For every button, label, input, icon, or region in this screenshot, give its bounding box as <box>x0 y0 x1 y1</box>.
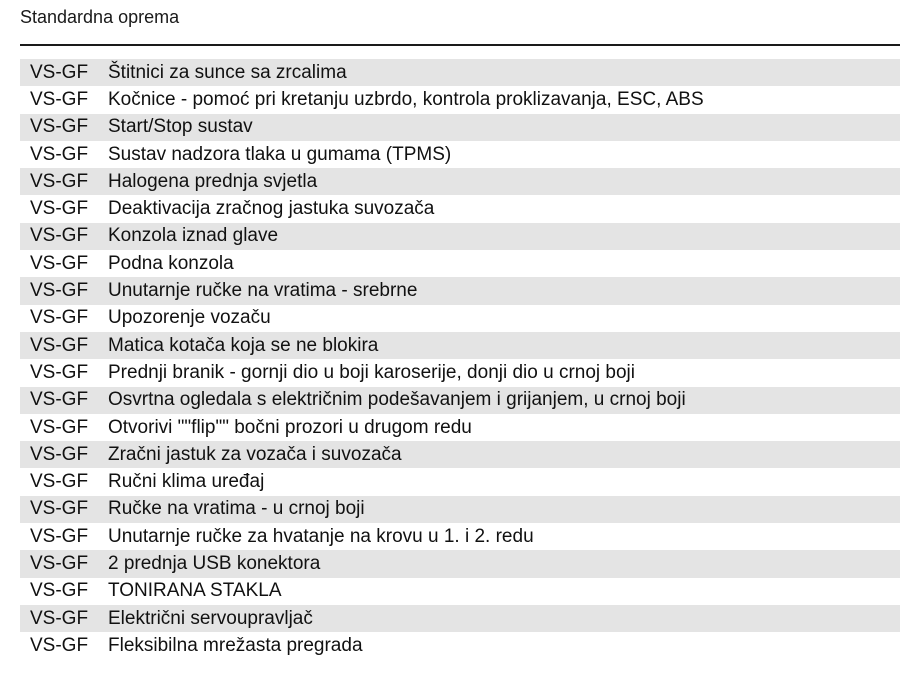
page-title: Standardna oprema <box>20 7 180 27</box>
equipment-row <box>20 387 900 414</box>
equipment-row <box>20 223 900 250</box>
equipment-description: Ručni klima uređaj <box>108 471 265 493</box>
equipment-code: VS-GF <box>30 498 89 520</box>
equipment-code: VS-GF <box>30 116 89 138</box>
equipment-row <box>20 59 900 86</box>
equipment-description: Upozorenje vozaču <box>108 307 271 329</box>
equipment-row <box>20 305 900 332</box>
equipment-row <box>20 605 900 632</box>
equipment-code: VS-GF <box>30 252 89 274</box>
equipment-code: VS-GF <box>30 143 89 165</box>
equipment-row <box>20 141 900 168</box>
equipment-row <box>20 632 900 659</box>
equipment-description: Matica kotača koja se ne blokira <box>108 334 379 356</box>
title-divider <box>20 44 900 46</box>
equipment-description: Otvorivi ""flip"" bočni prozori u drugom redu <box>108 416 472 438</box>
equipment-description: TONIRANA STAKLA <box>108 580 282 602</box>
equipment-code: VS-GF <box>30 280 89 302</box>
equipment-code: VS-GF <box>30 525 89 547</box>
equipment-code: VS-GF <box>30 443 89 465</box>
equipment-row <box>20 86 900 113</box>
equipment-description: Ručke na vratima - u crnoj boji <box>108 498 365 520</box>
equipment-row <box>20 441 900 468</box>
equipment-code: VS-GF <box>30 61 89 83</box>
equipment-code: VS-GF <box>30 634 89 656</box>
equipment-code: VS-GF <box>30 334 89 356</box>
equipment-row <box>20 359 900 386</box>
equipment-description: Sustav nadzora tlaka u gumama (TPMS) <box>108 143 452 165</box>
equipment-description: Halogena prednja svjetla <box>108 170 318 192</box>
equipment-description: Podna konzola <box>108 252 234 274</box>
equipment-row <box>20 550 900 577</box>
equipment-code: VS-GF <box>30 607 89 629</box>
equipment-description: Osvrtna ogledala s električnim podešavanjem i grijanjem, u crnoj boji <box>108 389 686 411</box>
equipment-description: Prednji branik - gornji dio u boji karoserije, donji dio u crnoj boji <box>108 361 635 383</box>
equipment-code: VS-GF <box>30 416 89 438</box>
equipment-description: Unutarnje ručke za hvatanje na krovu u 1. i 2. redu <box>108 525 534 547</box>
equipment-row <box>20 414 900 441</box>
equipment-description: Fleksibilna mrežasta pregrada <box>108 634 363 656</box>
equipment-description: Štitnici za sunce sa zrcalima <box>108 61 347 83</box>
equipment-description: Zračni jastuk za vozača i suvozača <box>108 443 402 465</box>
equipment-row <box>20 578 900 605</box>
equipment-description: Deaktivacija zračnog jastuka suvozača <box>108 198 435 220</box>
equipment-code: VS-GF <box>30 225 89 247</box>
equipment-code: VS-GF <box>30 198 89 220</box>
equipment-code: VS-GF <box>30 552 89 574</box>
equipment-description: Konzola iznad glave <box>108 225 279 247</box>
equipment-list <box>20 59 900 660</box>
equipment-code: VS-GF <box>30 307 89 329</box>
equipment-row <box>20 168 900 195</box>
equipment-row <box>20 250 900 277</box>
equipment-row <box>20 523 900 550</box>
equipment-code: VS-GF <box>30 170 89 192</box>
equipment-row <box>20 114 900 141</box>
equipment-row <box>20 195 900 222</box>
equipment-row <box>20 332 900 359</box>
equipment-description: Unutarnje ručke na vratima - srebrne <box>108 280 418 302</box>
equipment-description: Električni servoupravljač <box>108 607 313 629</box>
equipment-description: Kočnice - pomoć pri kretanju uzbrdo, kontrola proklizavanja, ESC, ABS <box>108 88 704 110</box>
equipment-code: VS-GF <box>30 471 89 493</box>
equipment-row <box>20 468 900 495</box>
equipment-description: 2 prednja USB konektora <box>108 552 321 574</box>
equipment-code: VS-GF <box>30 88 89 110</box>
equipment-code: VS-GF <box>30 389 89 411</box>
equipment-row <box>20 277 900 304</box>
equipment-code: VS-GF <box>30 580 89 602</box>
equipment-description: Start/Stop sustav <box>108 116 253 138</box>
equipment-row <box>20 496 900 523</box>
equipment-code: VS-GF <box>30 361 89 383</box>
